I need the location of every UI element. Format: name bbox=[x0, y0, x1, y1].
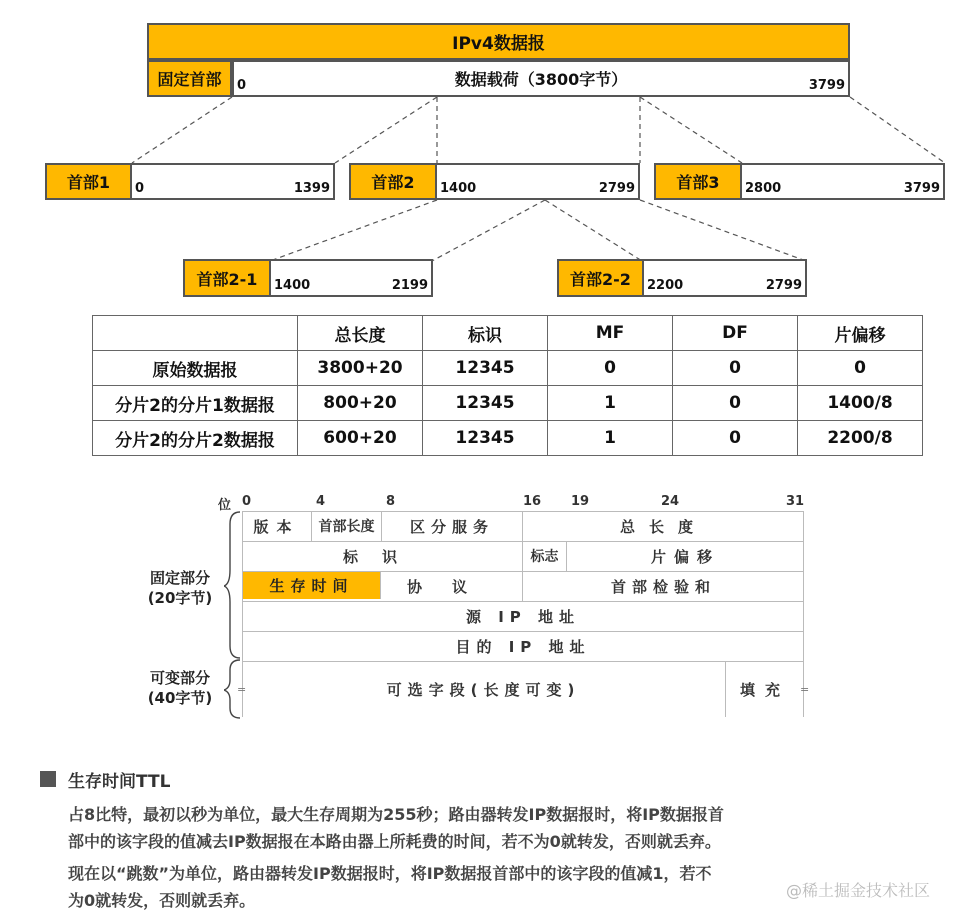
table-header-cell: 标识 bbox=[423, 316, 548, 351]
payload-end: 3799 bbox=[808, 78, 845, 93]
subfragment-2-header: 首部2-2 bbox=[557, 259, 644, 297]
field-fragment-offset: 片偏移 bbox=[650, 547, 720, 566]
fixed-part-title: 固定部分 bbox=[149, 569, 210, 587]
table-row bbox=[93, 386, 923, 421]
table-cell: 2200/8 bbox=[798, 421, 923, 456]
fragment-3-end: 3799 bbox=[903, 181, 940, 196]
header-row-5 bbox=[242, 631, 804, 662]
table-row bbox=[93, 421, 923, 456]
fixed-brace-icon bbox=[224, 512, 240, 658]
field-identification: 标识 bbox=[242, 541, 523, 571]
header-row-4 bbox=[242, 601, 804, 632]
subfragment-1-start: 1400 bbox=[274, 278, 311, 293]
table-header-cell: DF bbox=[673, 316, 798, 351]
table-cell: 600+20 bbox=[298, 421, 423, 456]
notes-p2-line1: 现在以“跳数”为单位，路由器转发IP数据报时，将IP数据报首部中的该字段的值减1，若不 bbox=[68, 864, 712, 883]
header-row-2 bbox=[242, 541, 804, 572]
field-total-length: 总长度 bbox=[619, 517, 707, 536]
subfragment-2-start: 2200 bbox=[647, 278, 684, 293]
notes-paragraph-2 bbox=[68, 860, 712, 914]
bit-axis-label: 位 bbox=[218, 498, 232, 513]
break-mark-left: = bbox=[237, 683, 247, 696]
table-header-cell: 片偏移 bbox=[798, 316, 923, 351]
notes-heading: 生存时间TTL bbox=[68, 772, 171, 792]
break-mark-right: = bbox=[800, 683, 810, 696]
payload-box bbox=[232, 60, 850, 97]
field-protocol: 协议 bbox=[382, 571, 523, 601]
subfragment-1-payload bbox=[269, 259, 433, 297]
datagram-title: IPv4数据报 bbox=[147, 23, 850, 60]
bit-19: 19 bbox=[571, 494, 590, 509]
table-cell: 1 bbox=[548, 421, 673, 456]
fragment-2-start: 1400 bbox=[440, 181, 477, 196]
table-header-cell bbox=[93, 316, 298, 351]
notes-paragraph-1 bbox=[68, 801, 724, 855]
table-cell: 0 bbox=[798, 351, 923, 386]
fragment-1-header: 首部1 bbox=[45, 163, 132, 200]
table-cell: 12345 bbox=[423, 351, 548, 386]
field-src-ip: 源 IP 地址 bbox=[465, 607, 581, 626]
fragment-2-end: 2799 bbox=[598, 181, 635, 196]
fixed-header-box: 固定首部 bbox=[147, 60, 232, 97]
table-cell: 分片2的分片2数据报 bbox=[93, 421, 298, 456]
subfragment-1-header: 首部2-1 bbox=[183, 259, 271, 297]
field-tos: 区分服务 bbox=[382, 511, 523, 541]
bit-24: 24 bbox=[661, 494, 680, 509]
field-padding: 填充 bbox=[739, 680, 790, 699]
table-cell: 1400/8 bbox=[798, 386, 923, 421]
field-ihl: 首部长度 bbox=[312, 511, 382, 541]
table-cell: 0 bbox=[673, 351, 798, 386]
fragment-3-payload bbox=[740, 163, 945, 200]
header-row-1 bbox=[242, 511, 804, 542]
subfragment-2-end: 2799 bbox=[765, 278, 802, 293]
bit-8: 8 bbox=[386, 494, 396, 509]
fragment-table bbox=[92, 315, 923, 456]
table-row bbox=[93, 351, 923, 386]
variable-part-label bbox=[140, 668, 220, 708]
bullet-square-icon bbox=[40, 771, 56, 787]
table-cell: 1 bbox=[548, 386, 673, 421]
field-version: 版本 bbox=[242, 511, 312, 541]
fragment-1-payload bbox=[130, 163, 335, 200]
subfragment-2-payload bbox=[642, 259, 807, 297]
payload-label: 数据载荷（3800字节） bbox=[454, 70, 628, 89]
bit-31: 31 bbox=[786, 494, 805, 509]
brace-icons bbox=[224, 510, 242, 722]
table-cell: 12345 bbox=[423, 421, 548, 456]
field-dst-ip: 目的 IP 地址 bbox=[455, 637, 591, 656]
table-header-row bbox=[93, 316, 923, 351]
variable-part-title: 可变部分 bbox=[149, 669, 210, 687]
field-checksum: 首部检验和 bbox=[610, 577, 716, 596]
header-row-3 bbox=[242, 571, 804, 602]
notes-p1-line2: 部中的该字段的值减去IP数据报在本路由器上所耗费的时间，若不为0就转发，否则就丢弃。 bbox=[68, 832, 721, 851]
fragment-3-start: 2800 bbox=[745, 181, 782, 196]
table-cell: 0 bbox=[548, 351, 673, 386]
table-cell: 分片2的分片1数据报 bbox=[93, 386, 298, 421]
notes-p1-line1: 占8比特，最初以秒为单位，最大生存周期为255秒；路由器转发IP数据报时，将IP数据报首 bbox=[68, 805, 724, 824]
bit-4: 4 bbox=[316, 494, 326, 509]
table-cell: 0 bbox=[673, 386, 798, 421]
notes-p2-line2: 为0就转发，否则就丢弃。 bbox=[68, 891, 256, 910]
payload-start: 0 bbox=[237, 78, 247, 93]
watermark: @稀土掘金技术社区 bbox=[786, 881, 931, 900]
table-header-cell: MF bbox=[548, 316, 673, 351]
table-header-cell: 总长度 bbox=[298, 316, 423, 351]
bit-0: 0 bbox=[242, 494, 252, 509]
subfragment-1-end: 2199 bbox=[391, 278, 428, 293]
fragment-2-payload bbox=[435, 163, 640, 200]
field-flags: 标志 bbox=[523, 541, 567, 571]
table-cell: 3800+20 bbox=[298, 351, 423, 386]
table-cell: 原始数据报 bbox=[93, 351, 298, 386]
fixed-part-label bbox=[140, 568, 220, 608]
table-cell: 800+20 bbox=[298, 386, 423, 421]
fragment-1-start: 0 bbox=[135, 181, 145, 196]
bit-16: 16 bbox=[523, 494, 542, 509]
table-cell: 12345 bbox=[423, 386, 548, 421]
fragment-2-header: 首部2 bbox=[349, 163, 437, 200]
field-ttl: 生存时间 bbox=[243, 572, 381, 599]
field-options: 可选字段(长度可变) bbox=[242, 661, 726, 717]
table-cell: 0 bbox=[673, 421, 798, 456]
fragment-3-header: 首部3 bbox=[654, 163, 742, 200]
fragment-1-end: 1399 bbox=[293, 181, 330, 196]
variable-brace-icon bbox=[224, 660, 240, 718]
header-row-options bbox=[242, 661, 804, 717]
fixed-part-size: (20字节) bbox=[147, 589, 213, 607]
variable-part-size: (40字节) bbox=[147, 689, 213, 707]
